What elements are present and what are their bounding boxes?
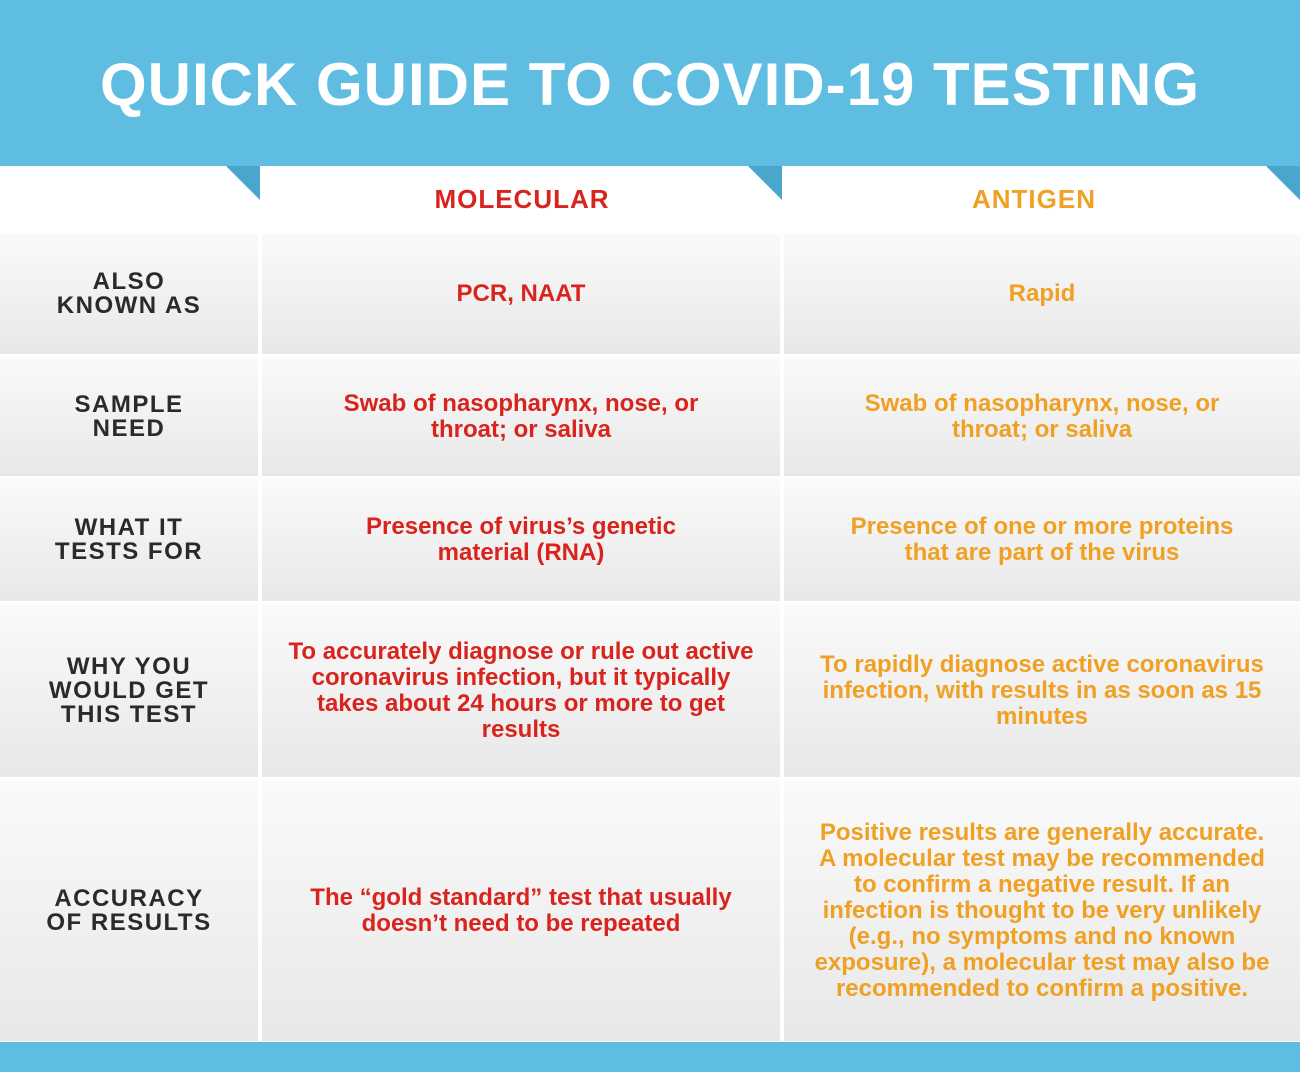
antigen-cell <box>784 357 1300 476</box>
row-label-cell <box>0 234 258 354</box>
molecular-value: PCR, NAAT <box>456 280 586 307</box>
antigen-value: Positive results are generally accurate. A molecular test may be recommended to confirm a negative result. If an infection is thought to be very unlikely (e.g., no symptoms and no known exposure), a molecular test may also be recommended to confirm a positive. <box>814 818 1270 1002</box>
molecular-value: The “gold standard” test that usually doesn’t need to be repeated <box>310 883 732 937</box>
banner-fold-corner <box>226 166 260 200</box>
antigen-value: Rapid <box>1008 280 1076 307</box>
molecular-cell <box>262 780 780 1041</box>
antigen-value: Presence of one or more proteins that are part of the virus <box>850 513 1234 566</box>
row-label: WHAT IT TESTS FOR <box>54 514 204 565</box>
row-label: WHY YOU WOULD GET THIS TEST <box>48 652 210 728</box>
row-label: ACCURACY OF RESULTS <box>46 884 212 936</box>
antigen-cell <box>784 234 1300 354</box>
row-label: SAMPLE NEED <box>74 390 184 442</box>
molecular-cell <box>262 357 780 476</box>
molecular-value: Swab of nasopharynx, nose, or throat; or saliva <box>343 389 699 443</box>
row-label-cell <box>0 604 258 777</box>
antigen-value: To rapidly diagnose active coronavirus infection, with results in as soon as 15 minutes <box>820 650 1264 730</box>
molecular-cell <box>262 479 780 601</box>
molecular-value: To accurately diagnose or rule out active coronavirus infection, but it typically takes about 24 hours or more to get results <box>288 637 754 743</box>
antigen-cell <box>784 780 1300 1041</box>
page-title: QUICK GUIDE TO COVID-19 TESTING <box>99 51 1200 118</box>
molecular-cell <box>262 234 780 354</box>
row-label-cell <box>0 479 258 601</box>
row-label: ALSO KNOWN AS <box>56 268 202 319</box>
footer-bar <box>0 1042 1300 1072</box>
antigen-cell <box>784 604 1300 777</box>
row-label-cell <box>0 357 258 476</box>
column-header-molecular: MOLECULAR <box>434 183 610 214</box>
molecular-value: Presence of virus’s genetic material (RNA) <box>366 513 676 566</box>
antigen-value: Swab of nasopharynx, nose, or throat; or saliva <box>864 389 1220 443</box>
molecular-cell <box>262 604 780 777</box>
antigen-cell <box>784 479 1300 601</box>
column-header-antigen: ANTIGEN <box>972 183 1096 214</box>
row-label-cell <box>0 780 258 1041</box>
